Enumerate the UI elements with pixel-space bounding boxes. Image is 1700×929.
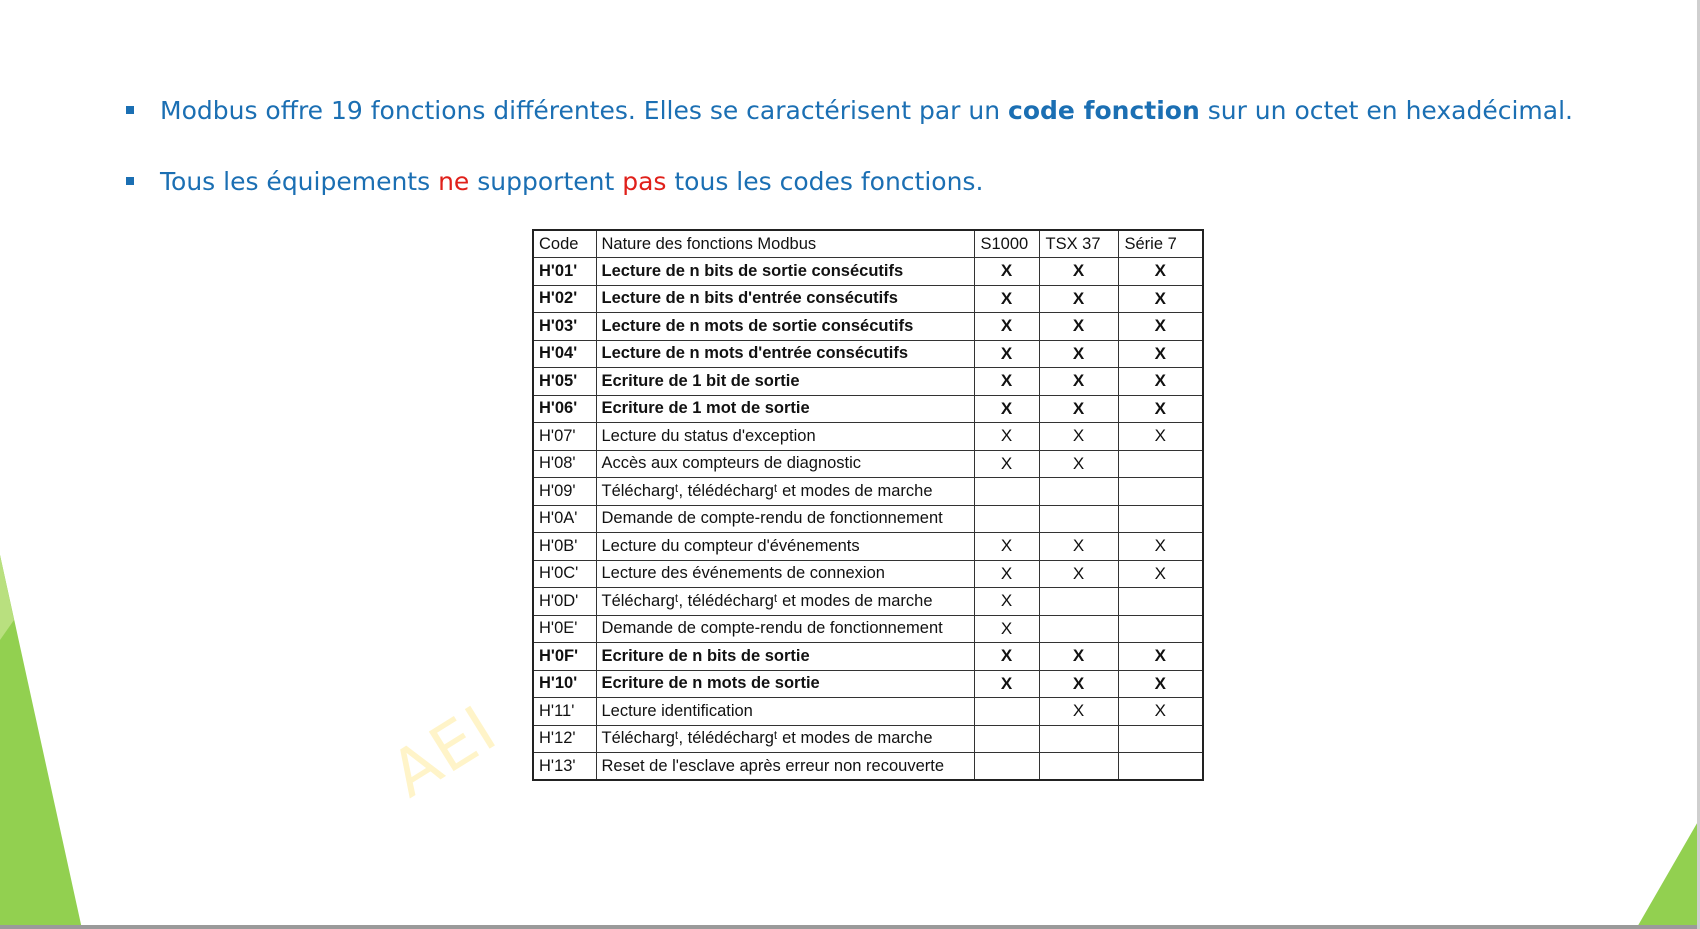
table-row bbox=[533, 478, 1203, 506]
tsx37-cell bbox=[1039, 753, 1118, 781]
s1000-cell: X bbox=[974, 533, 1039, 561]
function-name-cell: Téléchargᵗ, télédéchargᵗ et modes de marche bbox=[596, 725, 974, 753]
serie7-cell bbox=[1118, 450, 1203, 478]
function-name-cell: Téléchargᵗ, télédéchargᵗ et modes de marche bbox=[596, 588, 974, 616]
tsx37-cell: X bbox=[1039, 560, 1118, 588]
code-cell: H'04' bbox=[533, 340, 596, 368]
s1000-cell: X bbox=[974, 340, 1039, 368]
function-name-cell: Lecture de n bits d'entrée consécutifs bbox=[596, 285, 974, 313]
tsx37-cell bbox=[1039, 615, 1118, 643]
watermark: AEI bbox=[378, 691, 511, 813]
function-name-cell: Lecture du status d'exception bbox=[596, 423, 974, 451]
bullet-text-end: tous les codes fonctions. bbox=[666, 167, 984, 196]
serie7-cell: X bbox=[1118, 423, 1203, 451]
code-cell: H'06' bbox=[533, 395, 596, 423]
square-bullet-icon bbox=[126, 106, 134, 114]
table-row bbox=[533, 258, 1203, 286]
tsx37-cell: X bbox=[1039, 285, 1118, 313]
code-cell: H'09' bbox=[533, 478, 596, 506]
tsx37-cell: X bbox=[1039, 450, 1118, 478]
function-name-cell: Lecture du compteur d'événements bbox=[596, 533, 974, 561]
s1000-cell: X bbox=[974, 643, 1039, 671]
bullet-list bbox=[120, 90, 1660, 232]
function-name-cell: Ecriture de n mots de sortie bbox=[596, 670, 974, 698]
code-cell: H'0F' bbox=[533, 643, 596, 671]
header-s1000-cell: S1000 bbox=[974, 230, 1039, 258]
tsx37-cell: X bbox=[1039, 340, 1118, 368]
code-cell: H'10' bbox=[533, 670, 596, 698]
tsx37-cell: X bbox=[1039, 670, 1118, 698]
bullet-text-end: sur un octet en hexadécimal. bbox=[1199, 96, 1573, 125]
serie7-cell: X bbox=[1118, 258, 1203, 286]
table-row bbox=[533, 560, 1203, 588]
table-row bbox=[533, 450, 1203, 478]
serie7-cell bbox=[1118, 753, 1203, 781]
s1000-cell bbox=[974, 478, 1039, 506]
serie7-cell: X bbox=[1118, 395, 1203, 423]
tsx37-cell: X bbox=[1039, 395, 1118, 423]
tsx37-cell: X bbox=[1039, 643, 1118, 671]
code-cell: H'08' bbox=[533, 450, 596, 478]
s1000-cell: X bbox=[974, 615, 1039, 643]
function-name-cell: Lecture de n mots de sortie consécutifs bbox=[596, 313, 974, 341]
header-code-cell: Code bbox=[533, 230, 596, 258]
code-cell: H'0D' bbox=[533, 588, 596, 616]
serie7-cell: X bbox=[1118, 643, 1203, 671]
bullet-text-middle: supportent bbox=[469, 167, 623, 196]
function-name-cell: Ecriture de n bits de sortie bbox=[596, 643, 974, 671]
s1000-cell: X bbox=[974, 258, 1039, 286]
table-row bbox=[533, 285, 1203, 313]
table-header-row bbox=[533, 230, 1203, 258]
bullet-bold-text: code fonction bbox=[1008, 96, 1200, 125]
tsx37-cell: X bbox=[1039, 258, 1118, 286]
serie7-cell bbox=[1118, 615, 1203, 643]
table-row bbox=[533, 395, 1203, 423]
tsx37-cell: X bbox=[1039, 533, 1118, 561]
modbus-functions-table bbox=[532, 229, 1204, 781]
table-row bbox=[533, 615, 1203, 643]
code-cell: H'01' bbox=[533, 258, 596, 286]
function-name-cell: Lecture des événements de connexion bbox=[596, 560, 974, 588]
table-row bbox=[533, 725, 1203, 753]
serie7-cell: X bbox=[1118, 533, 1203, 561]
s1000-cell: X bbox=[974, 588, 1039, 616]
highlight-pas: pas bbox=[622, 167, 667, 196]
function-name-cell: Ecriture de 1 bit de sortie bbox=[596, 368, 974, 396]
slide-bottom-border bbox=[0, 925, 1700, 929]
tsx37-cell bbox=[1039, 505, 1118, 533]
serie7-cell: X bbox=[1118, 560, 1203, 588]
code-cell: H'0B' bbox=[533, 533, 596, 561]
tsx37-cell: X bbox=[1039, 423, 1118, 451]
s1000-cell bbox=[974, 725, 1039, 753]
left-green-triangle bbox=[0, 555, 82, 929]
tsx37-cell bbox=[1039, 588, 1118, 616]
function-name-cell: Lecture de n bits de sortie consécutifs bbox=[596, 258, 974, 286]
s1000-cell: X bbox=[974, 313, 1039, 341]
table-row bbox=[533, 340, 1203, 368]
s1000-cell: X bbox=[974, 423, 1039, 451]
header-tsx37-cell: TSX 37 bbox=[1039, 230, 1118, 258]
serie7-cell: X bbox=[1118, 698, 1203, 726]
table-row bbox=[533, 643, 1203, 671]
s1000-cell: X bbox=[974, 368, 1039, 396]
highlight-ne: ne bbox=[438, 167, 470, 196]
s1000-cell: X bbox=[974, 395, 1039, 423]
header-serie7-cell: Série 7 bbox=[1118, 230, 1203, 258]
serie7-cell: X bbox=[1118, 340, 1203, 368]
table-row bbox=[533, 368, 1203, 396]
table-row bbox=[533, 753, 1203, 781]
serie7-cell bbox=[1118, 588, 1203, 616]
function-name-cell: Accès aux compteurs de diagnostic bbox=[596, 450, 974, 478]
serie7-cell: X bbox=[1118, 670, 1203, 698]
function-name-cell: Lecture de n mots d'entrée consécutifs bbox=[596, 340, 974, 368]
bullet-text: Tous les équipements bbox=[160, 167, 439, 196]
s1000-cell bbox=[974, 698, 1039, 726]
function-name-cell: Téléchargᵗ, télédéchargᵗ et modes de marche bbox=[596, 478, 974, 506]
table-row bbox=[533, 698, 1203, 726]
function-name-cell: Lecture identification bbox=[596, 698, 974, 726]
table-row bbox=[533, 505, 1203, 533]
tsx37-cell bbox=[1039, 725, 1118, 753]
s1000-cell: X bbox=[974, 560, 1039, 588]
table-row bbox=[533, 588, 1203, 616]
s1000-cell bbox=[974, 753, 1039, 781]
code-cell: H'13' bbox=[533, 753, 596, 781]
function-name-cell: Demande de compte-rendu de fonctionnement bbox=[596, 505, 974, 533]
code-cell: H'03' bbox=[533, 313, 596, 341]
serie7-cell bbox=[1118, 725, 1203, 753]
s1000-cell: X bbox=[974, 285, 1039, 313]
tsx37-cell: X bbox=[1039, 698, 1118, 726]
code-cell: H'05' bbox=[533, 368, 596, 396]
code-cell: H'02' bbox=[533, 285, 596, 313]
code-cell: H'11' bbox=[533, 698, 596, 726]
bullet-item bbox=[120, 90, 1660, 132]
square-bullet-icon bbox=[126, 177, 134, 185]
header-function-name-cell: Nature des fonctions Modbus bbox=[596, 230, 974, 258]
serie7-cell: X bbox=[1118, 313, 1203, 341]
serie7-cell bbox=[1118, 478, 1203, 506]
function-name-cell: Ecriture de 1 mot de sortie bbox=[596, 395, 974, 423]
function-name-cell: Reset de l'esclave après erreur non recouverte bbox=[596, 753, 974, 781]
tsx37-cell bbox=[1039, 478, 1118, 506]
table-row bbox=[533, 670, 1203, 698]
right-green-triangle bbox=[1636, 818, 1700, 929]
table-row bbox=[533, 313, 1203, 341]
tsx37-cell: X bbox=[1039, 313, 1118, 341]
s1000-cell bbox=[974, 505, 1039, 533]
serie7-cell bbox=[1118, 505, 1203, 533]
table-row bbox=[533, 533, 1203, 561]
bullet-item bbox=[120, 161, 1660, 203]
code-cell: H'0A' bbox=[533, 505, 596, 533]
code-cell: H'12' bbox=[533, 725, 596, 753]
tsx37-cell: X bbox=[1039, 368, 1118, 396]
table-row bbox=[533, 423, 1203, 451]
code-cell: H'0C' bbox=[533, 560, 596, 588]
serie7-cell: X bbox=[1118, 285, 1203, 313]
bullet-text: Modbus offre 19 fonctions différentes. Elles se caractérisent par un bbox=[160, 96, 1009, 125]
serie7-cell: X bbox=[1118, 368, 1203, 396]
s1000-cell: X bbox=[974, 670, 1039, 698]
function-name-cell: Demande de compte-rendu de fonctionnement bbox=[596, 615, 974, 643]
s1000-cell: X bbox=[974, 450, 1039, 478]
code-cell: H'0E' bbox=[533, 615, 596, 643]
code-cell: H'07' bbox=[533, 423, 596, 451]
